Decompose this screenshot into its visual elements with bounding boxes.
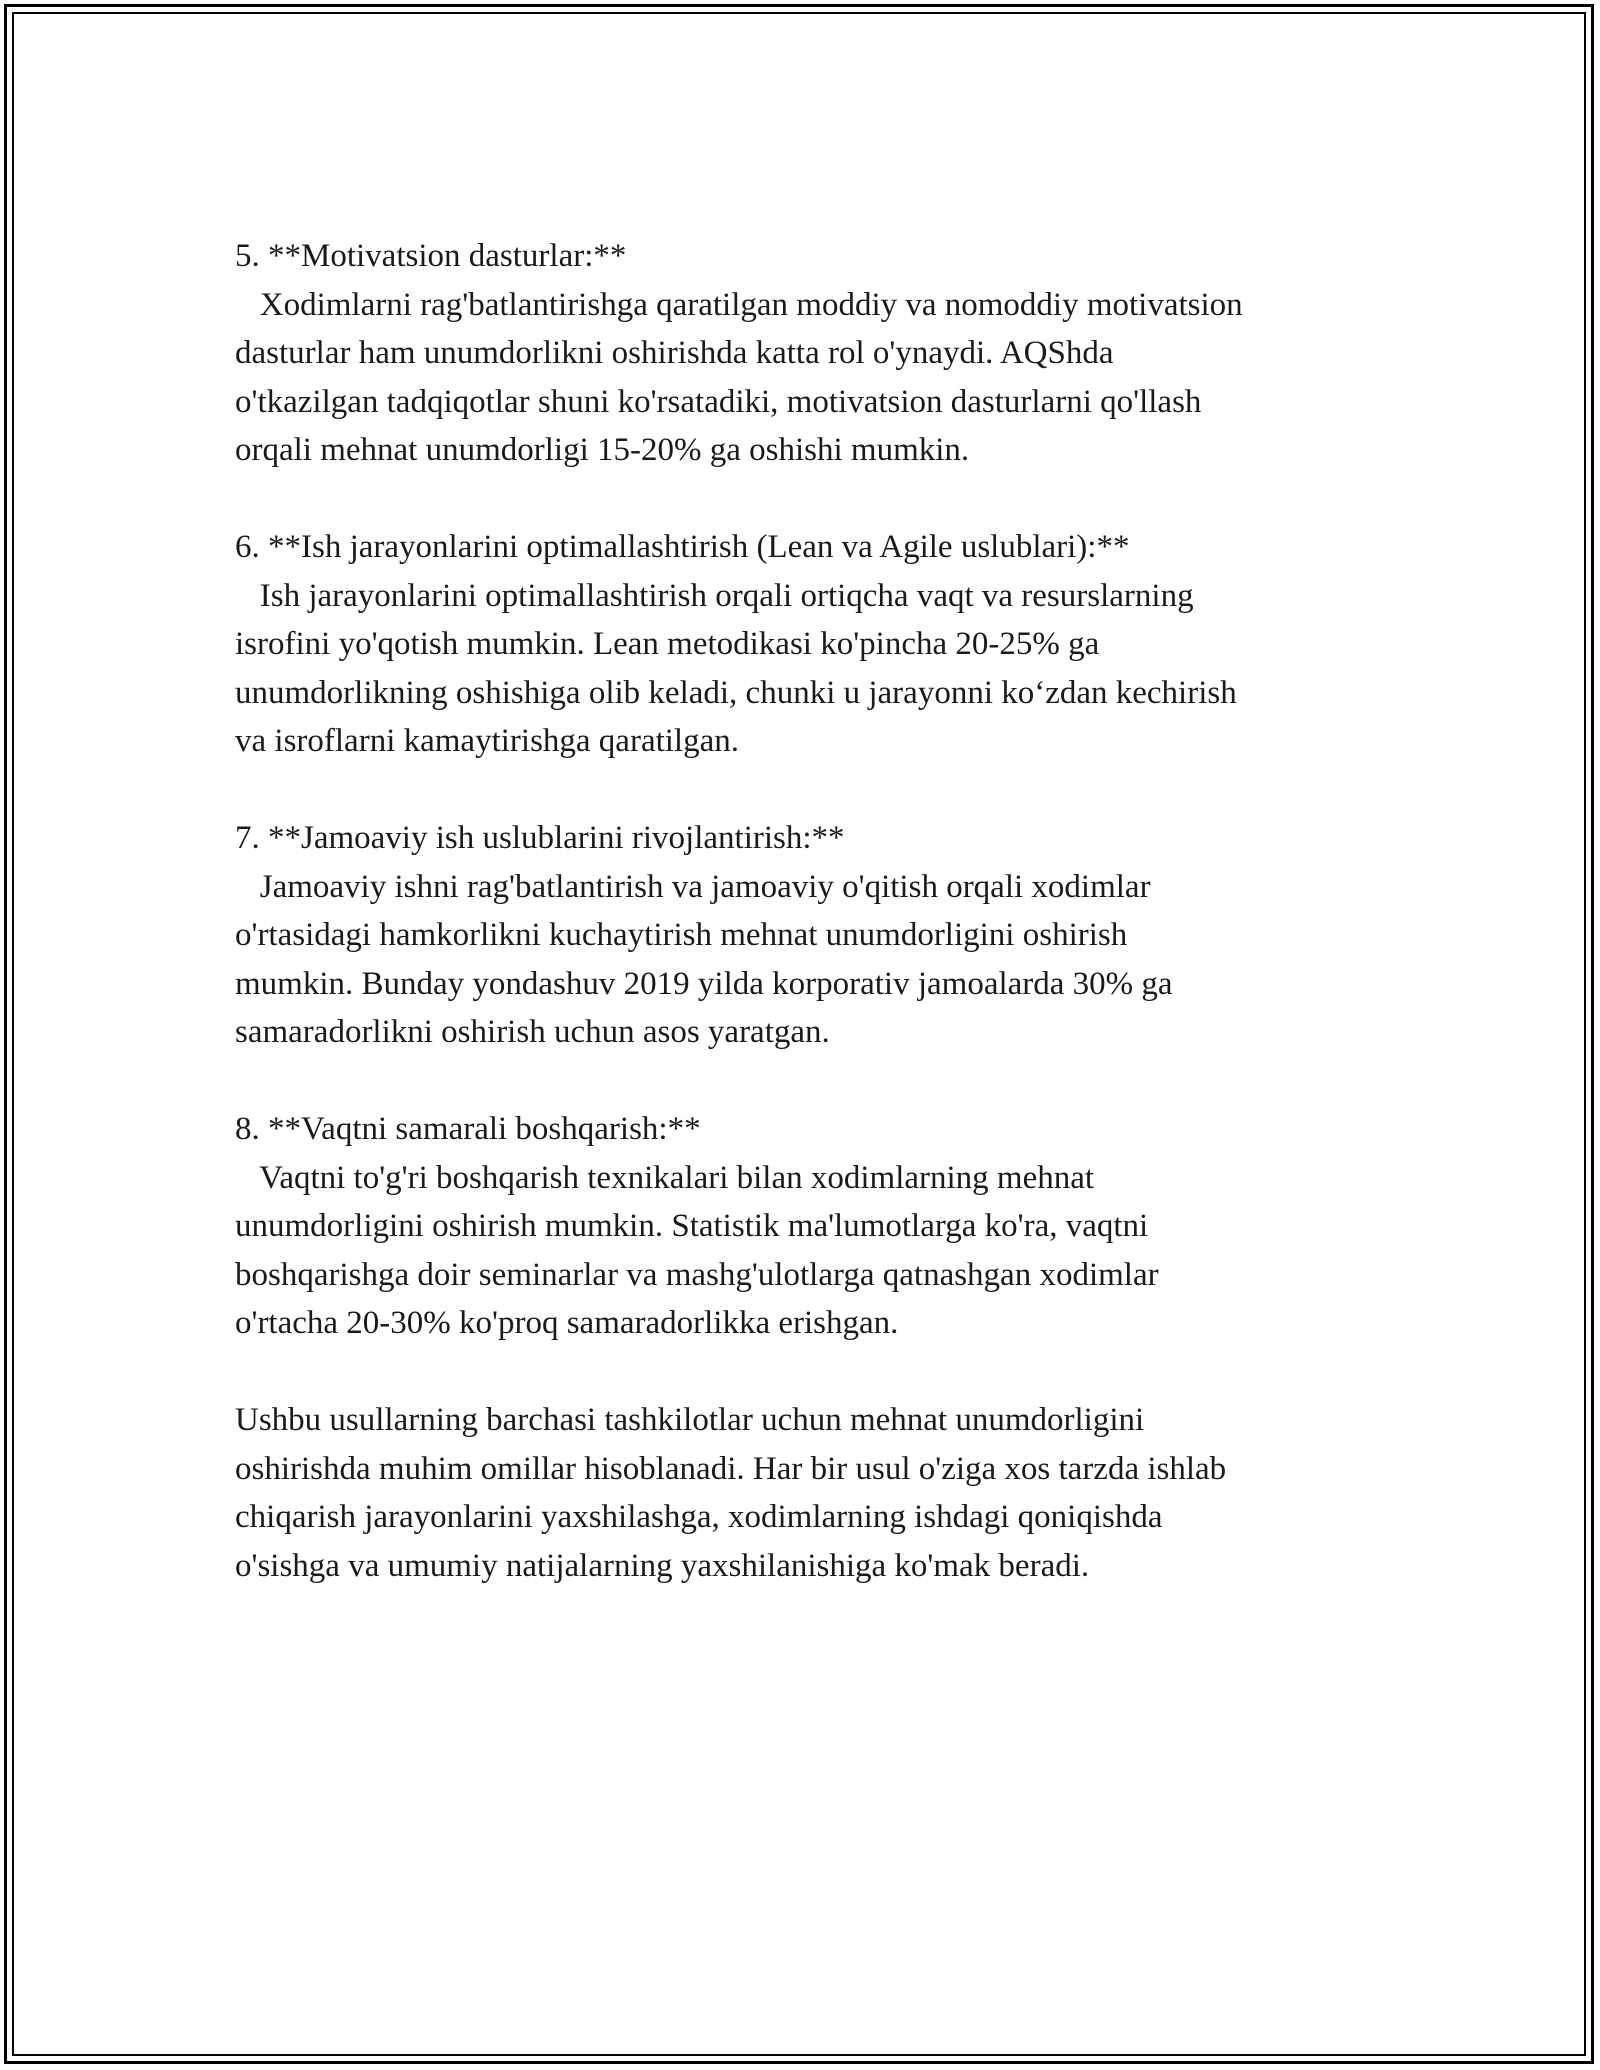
section-motivational-programs <box>235 232 1365 475</box>
paragraph-line: Ushbu usullarning barchasi tashkilotlar uchun mehnat unumdorligini <box>235 1402 1145 1438</box>
section-time-management <box>235 1105 1365 1348</box>
paragraph-line: unumdorlikning oshishiga olib keladi, chunki u jarayonni ko‘zdan kechirish <box>235 674 1237 711</box>
document-body <box>235 232 1365 1639</box>
paragraph-line: boshqarishga doir seminarlar va mashg'ulotlarga qatnashgan xodimlar <box>235 1256 1159 1293</box>
paragraph-line: Jamoaviy ishni rag'batlantirish va jamoaviy o'qitish orqali xodimlar <box>235 868 1151 905</box>
section-heading: 7. **Jamoaviy ish uslublarini rivojlantirish:** <box>235 820 845 856</box>
paragraph-line: o'rtacha 20-30% ko'proq samaradorlikka erishgan. <box>235 1305 899 1341</box>
paragraph-line: Xodimlarni rag'batlantirishga qaratilgan moddiy va nomoddiy motivatsion <box>235 286 1243 323</box>
paragraph-line: mumkin. Bunday yondashuv 2019 yilda korporativ jamoalarda 30% ga <box>235 965 1173 1002</box>
paragraph-line: isrofini yo'qotish mumkin. Lean metodikasi ko'pincha 20-25% ga <box>235 626 1100 662</box>
section-heading: 8. **Vaqtni samarali boshqarish:** <box>235 1111 701 1147</box>
paragraph-line: Ish jarayonlarini optimallashtirish orqali ortiqcha vaqt va resurslarning <box>235 577 1194 614</box>
section-paragraph <box>235 572 1365 766</box>
paragraph-line: unumdorligini oshirish mumkin. Statistik ma'lumotlarga ko'ra, vaqtni <box>235 1208 1149 1244</box>
paragraph-line: chiqarish jarayonlarini yaxshilashga, xodimlarning ishdagi qoniqishda <box>235 1499 1163 1535</box>
paragraph-line: o'rtasidagi hamkorlikni kuchaytirish mehnat unumdorligini oshirish <box>235 917 1128 953</box>
conclusion-paragraph <box>235 1396 1365 1590</box>
section-heading: 5. **Motivatsion dasturlar:** <box>235 238 627 274</box>
section-paragraph <box>235 1154 1365 1348</box>
section-process-optimization <box>235 523 1365 766</box>
section-teamwork-methods <box>235 814 1365 1057</box>
paragraph-line: o'tkazilgan tadqiqotlar shuni ko'rsatadiki, motivatsion dasturlarni qo'llash <box>235 383 1202 420</box>
paragraph-line: Vaqtni to'g'ri boshqarish texnikalari bilan xodimlarning mehnat <box>235 1159 1095 1196</box>
paragraph-line: orqali mehnat unumdorligi 15-20% ga oshishi mumkin. <box>235 432 970 468</box>
paragraph-line: va isroflarni kamaytirishga qaratilgan. <box>235 723 739 759</box>
paragraph-line: dasturlar ham unumdorlikni oshirishda katta rol o'ynaydi. AQShda <box>235 335 1114 371</box>
paragraph-line: samaradorlikni oshirish uchun asos yaratgan. <box>235 1014 830 1050</box>
section-heading: 6. **Ish jarayonlarini optimallashtirish (Lean va Agile uslublari):** <box>235 529 1130 565</box>
paragraph-line: o'sishga va umumiy natijalarning yaxshilanishiga ko'mak beradi. <box>235 1547 1090 1584</box>
section-paragraph <box>235 281 1365 475</box>
paragraph-line: oshirishda muhim omillar hisoblanadi. Har bir usul o'ziga xos tarzda ishlab <box>235 1450 1227 1487</box>
section-paragraph <box>235 863 1365 1057</box>
